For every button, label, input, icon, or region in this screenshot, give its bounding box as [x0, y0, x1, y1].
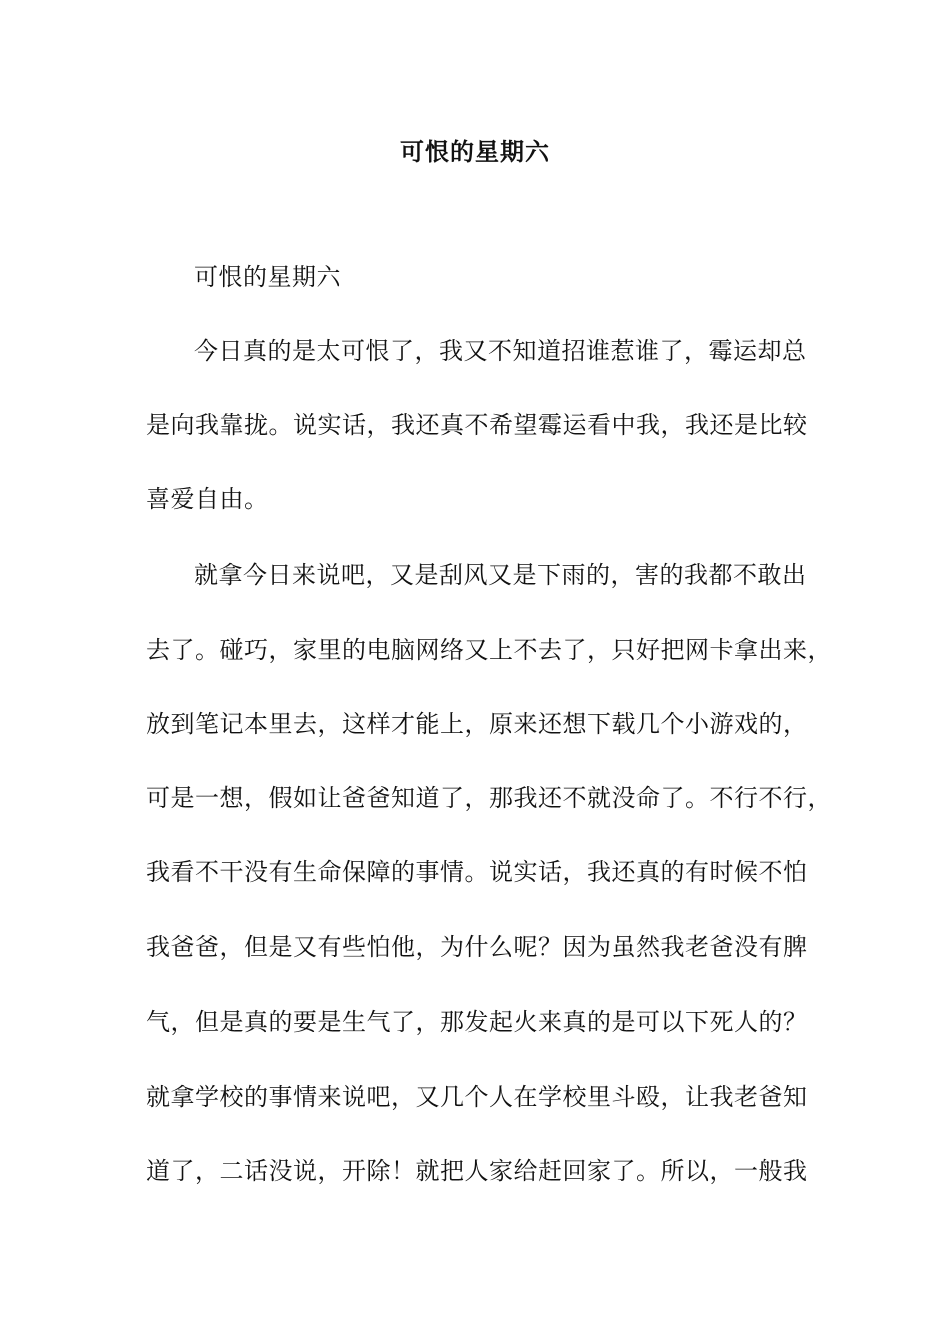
text-line: 是向我靠拢。说实话，我还真不希望霉运看中我，我还是比较	[146, 411, 808, 439]
text-line: 放到笔记本里去，这样才能上，原来还想下载几个小游戏的，	[146, 710, 808, 738]
text-line: 我爸爸，但是又有些怕他，为什么呢？因为虽然我老爸没有脾	[146, 933, 808, 961]
text-line: 道了，二话没说，开除！就把人家给赶回家了。所以，一般我	[146, 1157, 808, 1185]
text-line: 去了。碰巧，家里的电脑网络又上不去了，只好把网卡拿出来，	[146, 636, 832, 664]
text-line: 我看不干没有生命保障的事情。说实话，我还真的有时候不怕	[146, 858, 808, 886]
text-line: 喜爱自由。	[146, 485, 269, 513]
text-line: 就拿今日来说吧，又是刮风又是下雨的，害的我都不敢出	[194, 561, 807, 589]
text-line: 就拿学校的事情来说吧，又几个人在学校里斗殴，让我老爸知	[146, 1083, 808, 1111]
subtitle-line: 可恨的星期六	[194, 263, 341, 291]
document-title: 可恨的星期六	[400, 137, 550, 166]
text-line: 可是一想，假如让爸爸知道了，那我还不就没命了。不行不行，	[146, 784, 832, 812]
text-line: 今日真的是太可恨了，我又不知道招谁惹谁了，霉运却总	[194, 337, 807, 365]
text-line: 气，但是真的要是生气了，那发起火来真的是可以下死人的？	[146, 1008, 808, 1036]
